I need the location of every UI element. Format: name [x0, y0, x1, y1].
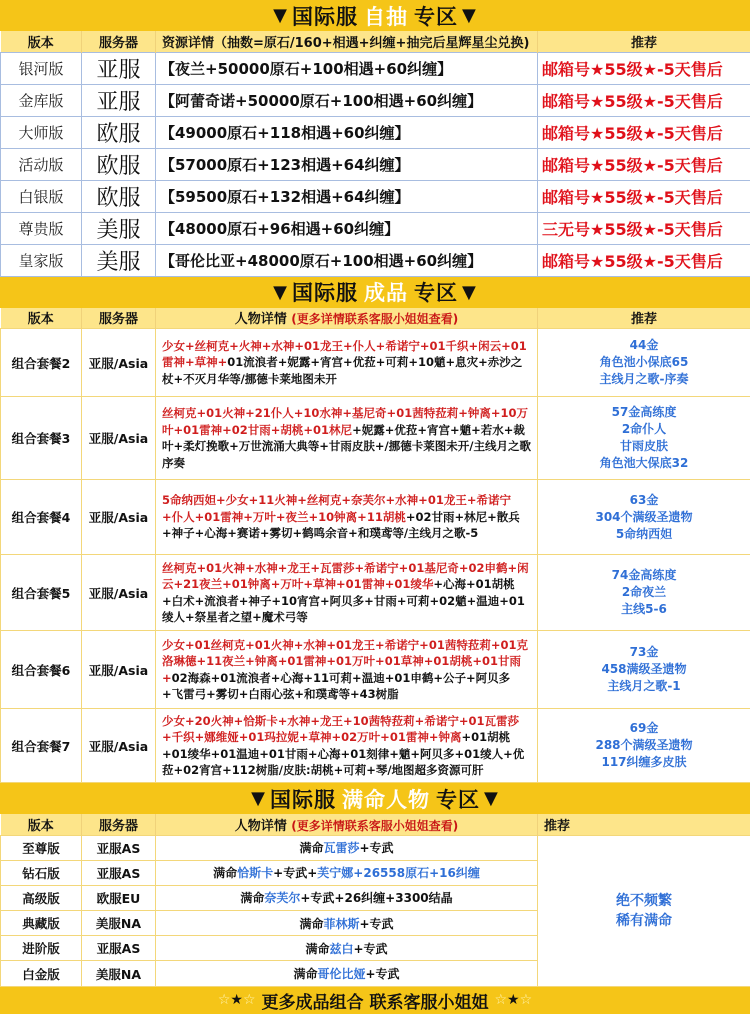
banner-title: 国际服 [292, 1, 358, 31]
resources-cell: 【49000原石+118相遇+60纠缠】 [156, 116, 538, 148]
footer-banner [0, 987, 750, 1014]
server-cell: 亚服 [82, 84, 156, 116]
version-cell: 白金版 [1, 961, 82, 986]
details-rest: +妮露+优菈+宵宫+魈+若水+裁叶+柔灯挽歌+万世流涌大典等+甘雨皮肤+/挪德卡莱图未开/主线月之歌序奏 [162, 423, 531, 470]
version-cell: 尊贵版 [1, 212, 82, 244]
recommend-line: 69金 [538, 720, 750, 737]
version-cell: 至尊版 [1, 835, 82, 860]
details-highlight: 少女+01丝柯克+01火神+水神+01龙王+希诺宁+01茜特菈莉+01克洛琳德+11夜兰+钟离+01雷神+01万叶+01草神+01胡桃+01甘雨+ [162, 638, 528, 685]
version-cell: 高级版 [1, 885, 82, 910]
recommend-line: 稀有满命 [538, 911, 750, 931]
details-rest: 02海森+01流浪者+心海+11可莉+温迪+01申鹤+公子+阿贝多+飞雷弓+雾切+白雨心弦+和璞鸢等+43树脂 [162, 671, 510, 702]
recommend-line: 甘雨皮肤 [538, 438, 750, 455]
server-cell: 亚服AS [82, 860, 156, 885]
server-cell: 亚服 [82, 52, 156, 84]
details-text: +专武 [359, 841, 393, 855]
server-cell: 亚服AS [82, 835, 156, 860]
details-cell [156, 860, 538, 885]
star-filled-icon: ★ [230, 992, 243, 1008]
star-filled-icon: ★ [507, 992, 520, 1008]
details-cell [156, 961, 538, 986]
server-cell: 欧服 [82, 180, 156, 212]
table-row [1, 397, 750, 480]
server-cell: 美服 [82, 244, 156, 276]
stars-right [494, 992, 532, 1008]
table-row [1, 480, 750, 555]
server-cell: 欧服 [82, 148, 156, 180]
header-details-label: 人物详情 [235, 312, 287, 327]
server-cell: 欧服EU [82, 885, 156, 910]
recommend-cell: 邮箱号★55级★-5天售后 [538, 180, 750, 212]
table-row [1, 709, 750, 783]
recommend-cell [538, 835, 750, 986]
recommend-cell [538, 555, 750, 631]
details-text: +专武+26纠缠+3300结晶 [300, 891, 452, 905]
header-details-note: (更多详情联系客服小姐姐查看) [291, 312, 458, 326]
resources-cell: 【阿蕾奇诺+50000原石+100相遇+60纠缠】 [156, 84, 538, 116]
recommend-cell [538, 709, 750, 783]
header-details [156, 308, 538, 329]
server-cell: 亚服/Asia [82, 631, 156, 709]
character-name: 恰斯卡 [237, 866, 273, 880]
table-row [1, 52, 750, 84]
table-row [1, 835, 750, 860]
details-text: +专武 [359, 917, 393, 931]
banner-highlight: 满命人物 [342, 784, 430, 814]
header-version: 版本 [1, 308, 82, 329]
character-name: 哥伦比娅 [317, 967, 365, 981]
server-cell: 亚服/Asia [82, 397, 156, 480]
server-cell: 亚服AS [82, 936, 156, 961]
details-text: +专武+ [273, 866, 317, 880]
banner-highlight: 成品 [364, 277, 408, 307]
server-cell: 亚服/Asia [82, 709, 156, 783]
details-cell [156, 631, 538, 709]
banner-highlight: 自抽 [364, 1, 408, 31]
details-text: 满命 [299, 841, 323, 855]
table-row [1, 244, 750, 276]
table-row [1, 212, 750, 244]
server-cell: 美服NA [82, 911, 156, 936]
details-cell [156, 911, 538, 936]
details-cell [156, 329, 538, 397]
version-cell: 皇家版 [1, 244, 82, 276]
recommend-line: 304个满级圣遗物 [538, 509, 750, 526]
triangle-down-icon: ▼ [462, 282, 477, 303]
recommend-cell: 邮箱号★55级★-5天售后 [538, 116, 750, 148]
details-rest: +心海+01胡桃+白术+流浪者+神子+10宵宫+阿贝多+甘雨+可莉+02魈+温迪+01绫人+祭星者之望+魔术弓等 [162, 577, 525, 624]
banner-title-suffix: 专区 [414, 1, 458, 31]
resources-cell: 【59500原石+132相遇+64纠缠】 [156, 180, 538, 212]
section1-column-headers [1, 31, 750, 52]
character-name: 瓦雷莎 [323, 841, 359, 855]
recommend-line: 2命夜兰 [538, 584, 750, 601]
details-text: 满命 [293, 967, 317, 981]
recommend-line: 63金 [538, 492, 750, 509]
footer-text: 更多成品组合 联系客服小姐姐 [262, 988, 489, 1013]
character-name: 菲林斯 [323, 917, 359, 931]
recommend-cell [538, 631, 750, 709]
recommend-line: 角色池小保底65 [538, 354, 750, 371]
triangle-down-icon: ▼ [462, 5, 477, 26]
details-highlight: 少女+20火神+恰斯卡+水神+龙王+10茜特菈莉+希诺宁+01瓦雷莎+千织+娜维娅+01玛拉妮+草神+02万叶+01雷神+钟离 [162, 714, 519, 745]
server-cell: 亚服/Asia [82, 480, 156, 555]
banner-title: 国际服 [270, 784, 336, 814]
recommend-line: 117纠缠多皮肤 [538, 754, 750, 771]
header-details-label: 人物详情 [235, 819, 287, 834]
version-cell: 组合套餐3 [1, 397, 82, 480]
section2-banner [0, 277, 750, 308]
header-details: 资源详情（抽数=原石/160+相遇+纠缠+抽完后星辉星尘兑换) [156, 31, 538, 52]
header-server: 服务器 [82, 308, 156, 329]
details-cell [156, 555, 538, 631]
header-server: 服务器 [82, 31, 156, 52]
details-text: 满命 [305, 942, 329, 956]
details-cell [156, 835, 538, 860]
section1-table [0, 31, 750, 277]
character-name: 兹白 [329, 942, 353, 956]
version-cell: 白银版 [1, 180, 82, 212]
details-text: 满命 [240, 891, 264, 905]
recommend-line: 74金高练度 [538, 567, 750, 584]
recommend-cell: 邮箱号★55级★-5天售后 [538, 52, 750, 84]
details-highlight: 少女+丝柯克+火神+水神+01龙王+仆人+希诺宁+01千织+闲云+01雷神+草神+ [162, 339, 527, 370]
header-recommend: 推荐 [538, 308, 750, 329]
character-name: 芙宁娜+26558原石+16纠缠 [317, 866, 480, 880]
details-rest: +02甘雨+林尼+散兵+神子+心海+赛诺+雾切+鹤鸣余音+和璞鸢等/主线月之歌-5 [162, 510, 520, 541]
star-outline-icon: ☆ [243, 992, 256, 1008]
recommend-line: 458满级圣遗物 [538, 661, 750, 678]
version-cell: 银河版 [1, 52, 82, 84]
details-text: +专武 [353, 942, 387, 956]
server-cell: 欧服 [82, 116, 156, 148]
character-name: 奈芙尔 [264, 891, 300, 905]
details-highlight: 5命纳西妲+少女+11火神+丝柯克+奈芙尔+水神+01龙王+希诺宁+仆人+01雷神+万叶+夜兰+10钟离+11胡桃 [162, 493, 511, 524]
recommend-line: 44金 [538, 337, 750, 354]
version-cell: 活动版 [1, 148, 82, 180]
resources-cell: 【48000原石+96相遇+60纠缠】 [156, 212, 538, 244]
recommend-line: 主线月之歌-序奏 [538, 371, 750, 388]
details-text: 满命 [213, 866, 237, 880]
triangle-down-icon: ▼ [273, 5, 288, 26]
table-row [1, 329, 750, 397]
triangle-down-icon: ▼ [484, 788, 499, 809]
server-cell: 亚服/Asia [82, 329, 156, 397]
details-cell [156, 709, 538, 783]
version-cell: 组合套餐6 [1, 631, 82, 709]
recommend-line: 57金高练度 [538, 404, 750, 421]
section3-banner [0, 783, 750, 814]
recommend-line: 73金 [538, 644, 750, 661]
version-cell: 典藏版 [1, 911, 82, 936]
server-cell: 亚服/Asia [82, 555, 156, 631]
banner-title: 国际服 [292, 277, 358, 307]
details-rest: +01胡桃+01绫华+01温迪+01甘雨+心海+01刻律+魈+阿贝多+01绫人+优菈+02宵宫+112树脂/皮肤:胡桃+可莉+琴/地图超多资源可肝 [162, 730, 524, 777]
table-row [1, 555, 750, 631]
table-row [1, 116, 750, 148]
recommend-cell: 三无号★55级★-5天售后 [538, 212, 750, 244]
recommend-line: 角色池大保底32 [538, 455, 750, 472]
section2-column-headers [1, 308, 750, 329]
header-details [156, 814, 538, 835]
resources-cell: 【57000原石+123相遇+64纠缠】 [156, 148, 538, 180]
server-cell: 美服 [82, 212, 156, 244]
version-cell: 进阶版 [1, 936, 82, 961]
banner-title-suffix: 专区 [414, 277, 458, 307]
details-text: 满命 [299, 917, 323, 931]
resources-cell: 【哥伦比亚+48000原石+100相遇+60纠缠】 [156, 244, 538, 276]
details-highlight: 丝柯克+01火神+21仆人+10水神+基尼奇+01茜特菈莉+钟离+10万叶+01雷神+02甘雨+胡桃+01林尼 [162, 406, 528, 437]
version-cell: 大师版 [1, 116, 82, 148]
details-text: +专武 [365, 967, 399, 981]
version-cell: 组合套餐2 [1, 329, 82, 397]
version-cell: 组合套餐4 [1, 480, 82, 555]
recommend-line: 5命纳西妲 [538, 526, 750, 543]
header-recommend: 推荐 [538, 31, 750, 52]
section3-table [0, 814, 750, 987]
table-row [1, 180, 750, 212]
header-version: 版本 [1, 814, 82, 835]
recommend-line: 288个满级圣遗物 [538, 737, 750, 754]
details-cell [156, 397, 538, 480]
recommend-cell: 邮箱号★55级★-5天售后 [538, 84, 750, 116]
recommend-cell [538, 329, 750, 397]
version-cell: 组合套餐7 [1, 709, 82, 783]
version-cell: 金库版 [1, 84, 82, 116]
version-cell: 组合套餐5 [1, 555, 82, 631]
table-row [1, 84, 750, 116]
star-outline-icon: ☆ [218, 992, 231, 1008]
section1-banner [0, 0, 750, 31]
details-highlight: 丝柯克+01火神+水神+龙王+瓦雷莎+希诺宁+01基尼奇+02申鹤+闲云+21夜兰+01钟离+万叶+草神+01雷神+01绫华 [162, 561, 529, 592]
details-rest: 01流浪者+妮露+宵宫+优菈+可莉+10魈+息灾+赤沙之杖+不灭月华等/挪德卡莱地图未开 [162, 355, 522, 386]
header-recommend: 推荐 [538, 814, 750, 835]
recommend-cell: 邮箱号★55级★-5天售后 [538, 244, 750, 276]
triangle-down-icon: ▼ [251, 788, 266, 809]
recommend-line: 2命仆人 [538, 421, 750, 438]
version-cell: 钻石版 [1, 860, 82, 885]
section3-column-headers [1, 814, 750, 835]
details-cell [156, 936, 538, 961]
recommend-cell [538, 397, 750, 480]
star-outline-icon: ☆ [520, 992, 533, 1008]
recommend-line: 主线月之歌-1 [538, 678, 750, 695]
section2-table [0, 308, 750, 784]
resources-cell: 【夜兰+50000原石+100相遇+60纠缠】 [156, 52, 538, 84]
recommend-line: 绝不频繁 [538, 891, 750, 911]
header-details-note: (更多详情联系客服小姐姐查看) [291, 819, 458, 833]
table-row [1, 631, 750, 709]
server-cell: 美服NA [82, 961, 156, 986]
table-row [1, 148, 750, 180]
star-outline-icon: ☆ [494, 992, 507, 1008]
header-version: 版本 [1, 31, 82, 52]
recommend-cell [538, 480, 750, 555]
stars-left [218, 992, 256, 1008]
recommend-cell: 邮箱号★55级★-5天售后 [538, 148, 750, 180]
banner-title-suffix: 专区 [436, 784, 480, 814]
details-cell [156, 480, 538, 555]
details-cell [156, 885, 538, 910]
header-server: 服务器 [82, 814, 156, 835]
triangle-down-icon: ▼ [273, 282, 288, 303]
recommend-line: 主线5-6 [538, 601, 750, 618]
